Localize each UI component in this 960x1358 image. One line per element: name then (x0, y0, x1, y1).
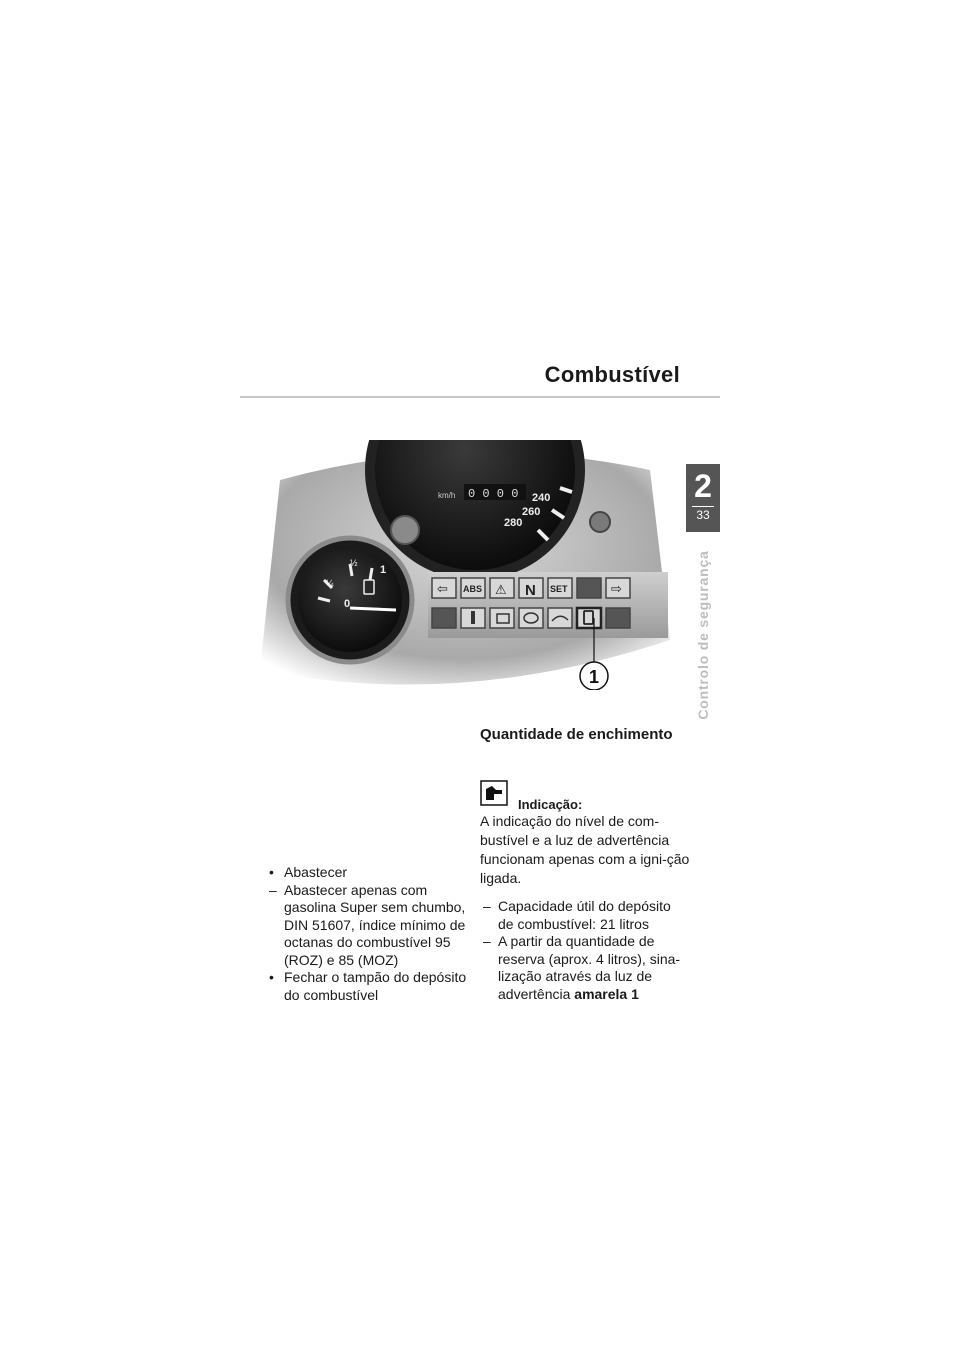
callout-number: 1 (589, 667, 600, 687)
list-item-text: Abastecer (284, 864, 348, 880)
page-number: 33 (696, 508, 710, 522)
list-dash: – (483, 933, 491, 949)
indicator-set: SET (550, 584, 568, 594)
gauge-label-half: ½ (350, 558, 358, 568)
list-item (266, 864, 476, 882)
page-title: Combustível (544, 362, 680, 387)
indicator-left-arrow: ⇦ (437, 582, 448, 597)
list-item-text: A partir da quantidade de reserva (aprox. 4 litros), sina-lização através da luz de advertência (498, 933, 681, 1002)
chapter-tab (686, 464, 720, 532)
list-item (480, 898, 690, 933)
gauge-label-quarter: ¼ (326, 578, 334, 588)
note-icon (480, 780, 508, 806)
title-rule (240, 396, 720, 398)
speedo-label-260: 260 (522, 506, 541, 518)
fuel-gauge-needle (350, 608, 396, 610)
indicator-warning: ⚠ (495, 583, 507, 598)
list-dash: – (483, 898, 491, 914)
list-bullet: • (269, 864, 274, 880)
side-section-label: Controlo de segurança (695, 550, 711, 720)
list-item-text: Fechar o tampão do depósito do combustível (284, 969, 467, 1003)
chapter-divider (692, 506, 714, 507)
note-text: A indicação do nível de com-bustível e a luz de advertência funcionam apenas com a igni-ção ligada. (480, 813, 690, 886)
instrument-cluster-photo (260, 440, 670, 690)
list-dash: – (269, 881, 277, 898)
speedo-label-240: 240 (532, 492, 551, 504)
note-label: Indicação: (518, 797, 583, 812)
clock-knob (590, 512, 610, 532)
temperature-icon (471, 611, 475, 624)
list-item-text: Capacidade útil do depósito de combustível: 21 litros (498, 898, 671, 932)
section-heading: Quantidade de enchimento (480, 726, 673, 743)
gauge-label-full: 1 (380, 564, 387, 576)
capacity-list (480, 898, 690, 1003)
trip-reset-knob (391, 516, 419, 544)
list-item (480, 933, 690, 1003)
gauge-label-empty: 0 (344, 598, 351, 610)
list-item-emphasis: amarela 1 (574, 985, 639, 1002)
indicator-row-bottom (432, 608, 630, 628)
refuel-list (266, 864, 476, 1004)
list-item (266, 969, 476, 1004)
indicator-neutral: N (525, 582, 536, 599)
chapter-number: 2 (694, 468, 712, 504)
list-bullet: • (269, 969, 274, 985)
indicator-abs: ABS (463, 584, 483, 594)
speedo-label-280: 280 (504, 517, 523, 529)
list-item (266, 882, 476, 970)
odometer-digits: 0 0 0 0 (468, 487, 519, 501)
list-item-text: Abastecer apenas com gasolina Super sem chumbo, DIN 51607, índice mínimo de octanas do combustível 95 (ROZ) e 85 (MOZ) (284, 881, 466, 968)
indicator-right-arrow: ⇨ (611, 582, 622, 597)
speedo-unit: km/h (438, 491, 456, 500)
